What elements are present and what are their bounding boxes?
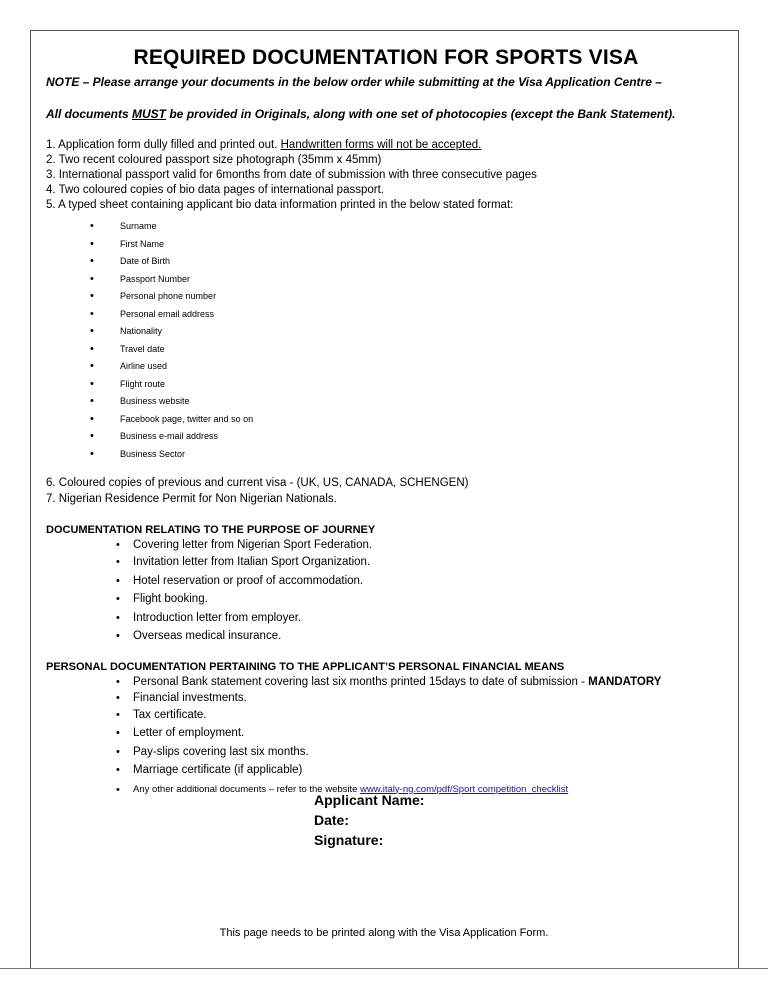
originals-text-before: All documents <box>46 107 133 121</box>
bio-field: • Travel date <box>90 341 726 359</box>
bio-field: • Nationality <box>90 323 726 341</box>
bio-field: • Business Sector <box>90 446 726 464</box>
requirement-3: 3. International passport valid for 6months from date of submission with three consecutive pages <box>46 169 537 181</box>
bottom-rule <box>0 968 768 969</box>
bio-field: • Personal phone number <box>90 288 726 306</box>
signature-block <box>314 790 424 850</box>
journey-item: • Flight booking. <box>116 590 726 609</box>
bio-field: • Passport Number <box>90 271 726 289</box>
additional-requirements <box>46 475 726 507</box>
journey-item: • Introduction letter from employer. <box>116 609 726 628</box>
handwritten-warning: Handwritten forms will not be accepted. <box>280 139 482 151</box>
arrangement-note: NOTE – Please arrange your documents in the below order while submitting at the Visa Application Centre – <box>46 75 662 89</box>
applicant-name-label: Applicant Name: <box>314 792 425 808</box>
requirement-6: 6. Coloured copies of previous and current visa - (UK, US, CANADA, SCHENGEN) <box>46 477 469 489</box>
requirement-1-text: 1. Application form dully filled and printed out. <box>46 139 281 151</box>
journey-documents <box>46 537 726 646</box>
date-label: Date: <box>314 812 350 828</box>
other-documents-text: Any other additional documents – refer to the website <box>133 783 361 795</box>
financial-heading: PERSONAL DOCUMENTATION PERTAINING TO THE APPLICANT’S PERSONAL FINANCIAL MEANS <box>46 660 565 673</box>
signature-label: Signature: <box>314 832 384 848</box>
financial-item: • Letter of employment. <box>116 724 726 743</box>
checklist-link[interactable]: www.italy-ng.com/pdf/Sport competition_checklist <box>360 783 569 795</box>
requirement-1 <box>46 138 726 153</box>
journey-item: • Overseas medical insurance. <box>116 627 726 646</box>
bio-field: • Personal email address <box>90 306 726 324</box>
bio-field: • Surname <box>90 218 726 236</box>
document-body <box>46 44 726 800</box>
bio-field: • Flight route <box>90 376 726 394</box>
bio-field: • Airline used <box>90 358 726 376</box>
financial-item: • Financial investments. <box>116 690 726 706</box>
originals-note <box>46 106 726 122</box>
originals-text-after: be provided in Originals, along with one set of photocopies (except the Bank Statement). <box>166 107 676 121</box>
bio-field: • Business website <box>90 393 726 411</box>
journey-heading: DOCUMENTATION RELATING TO THE PURPOSE OF JOURNEY <box>46 524 376 536</box>
financial-item: • Marriage certificate (if applicable) <box>116 761 726 780</box>
bio-field: • First Name <box>90 236 726 254</box>
journey-item: • Hotel reservation or proof of accommodation. <box>116 572 726 591</box>
financial-item: • Tax certificate. <box>116 706 726 725</box>
bank-statement-item <box>116 674 726 690</box>
bio-field: • Facebook page, twitter and so on <box>90 411 726 429</box>
document-title: REQUIRED DOCUMENTATION FOR SPORTS VISA <box>133 46 639 69</box>
mandatory-label: MANDATORY <box>588 675 662 688</box>
financial-documents <box>46 674 726 800</box>
requirement-5: 5. A typed sheet containing applicant bio data information printed in the below stated format: <box>46 199 514 211</box>
requirement-2: 2. Two recent coloured passport size photograph (35mm x 45mm) <box>46 154 382 166</box>
originals-must: MUST <box>132 107 167 121</box>
bio-data-fields <box>46 218 726 463</box>
bio-field: • Business e-mail address <box>90 428 726 446</box>
footer-note: This page needs to be printed along with the Visa Application Form. <box>219 927 549 939</box>
financial-item: • Pay-slips covering last six months. <box>116 743 726 762</box>
bio-field: • Date of Birth <box>90 253 726 271</box>
requirement-7: 7. Nigerian Residence Permit for Non Nigerian Nationals. <box>46 493 337 505</box>
journey-item: • Covering letter from Nigerian Sport Federation. <box>116 537 726 553</box>
bank-statement-text: Personal Bank statement covering last six months printed 15days to date of submission - <box>133 675 589 688</box>
requirement-4: 4. Two coloured copies of bio data pages of international passport. <box>46 184 384 196</box>
journey-item: • Invitation letter from Italian Sport Organization. <box>116 553 726 572</box>
numbered-requirements <box>46 138 726 213</box>
